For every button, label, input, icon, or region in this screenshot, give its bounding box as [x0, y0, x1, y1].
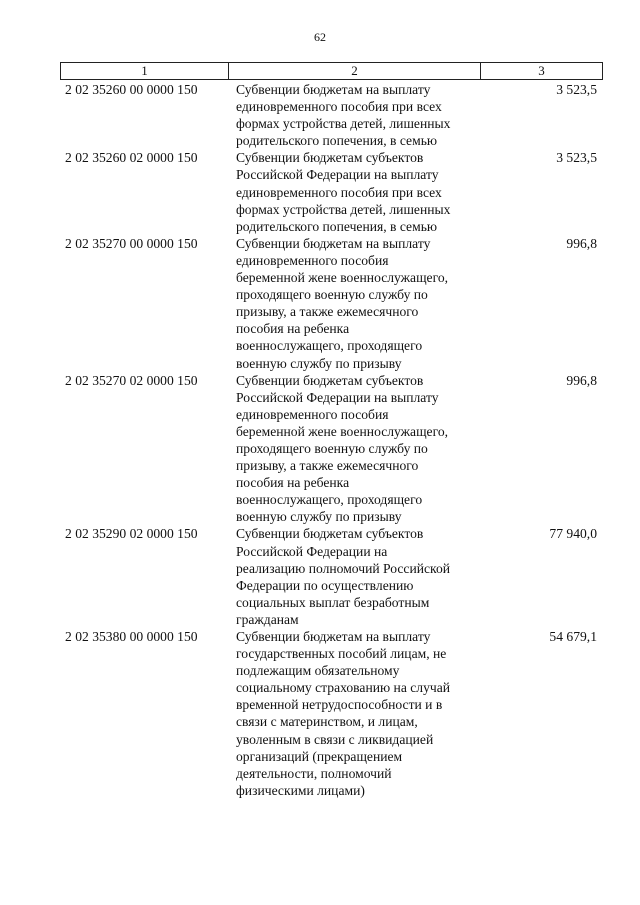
description-line: деятельности, полномочий — [236, 765, 392, 781]
table-row — [60, 628, 603, 799]
table-row — [60, 81, 603, 149]
description-line: проходящего военную службу по — [236, 287, 428, 303]
table-row — [60, 235, 603, 372]
description-line: Субвенции бюджетам субъектов — [236, 526, 424, 542]
description-line: Субвенции бюджетам субъектов — [236, 372, 424, 388]
table-header-row — [60, 62, 603, 80]
description-line: гражданам — [236, 611, 299, 627]
amount-cell: 3 523,5 — [556, 82, 597, 97]
description-line: беременной жене военнослужащего, — [236, 270, 449, 286]
description-line: проходящего военную службу по — [236, 440, 428, 456]
description-line: социальных выплат безработным — [236, 594, 430, 610]
description-line: родительского попечения, в семью — [236, 218, 438, 234]
header-col-1: 1 — [61, 63, 229, 79]
amount-cell: 77 940,0 — [549, 526, 597, 542]
description-line: единовременного пособия при всех — [236, 99, 442, 115]
description-cell — [236, 235, 486, 372]
budget-code-cell: 2 02 35290 02 0000 150 — [65, 526, 198, 542]
table-row — [60, 372, 603, 526]
description-line: реализацию полномочий Российской — [236, 560, 451, 576]
description-line: военнослужащего, проходящего — [236, 338, 423, 354]
description-line: формах устройства детей, лишенных — [236, 201, 451, 217]
description-line: пособия на ребенка — [236, 321, 350, 337]
amount-cell: 996,8 — [566, 235, 597, 251]
description-line: военную службу по призыву — [236, 355, 402, 371]
description-cell — [236, 525, 486, 628]
description-line: государственных пособий лицам, не — [236, 646, 447, 662]
budget-code-cell: 2 02 35270 00 0000 150 — [65, 235, 198, 251]
amount-cell: 996,8 — [566, 372, 597, 388]
description-line: Субвенции бюджетам на выплату — [236, 235, 431, 251]
description-line: единовременного пособия — [236, 252, 389, 268]
table-body — [60, 81, 603, 799]
description-cell — [236, 149, 486, 234]
description-line: пособия на ребенка — [236, 475, 350, 491]
description-line: Российской Федерации на выплату — [236, 389, 439, 405]
description-cell — [236, 628, 486, 799]
description-line: связи с материнством, и лицам, — [236, 714, 418, 730]
table-row — [60, 525, 603, 628]
description-line: временной нетрудоспособности и в — [236, 697, 443, 713]
description-cell — [236, 372, 486, 526]
amount-cell: 3 523,5 — [556, 150, 597, 166]
description-line: единовременного пособия — [236, 406, 389, 422]
description-line: уволенным в связи с ликвидацией — [236, 731, 434, 747]
amount-cell: 54 679,1 — [549, 629, 597, 644]
budget-code-cell: 2 02 35270 02 0000 150 — [65, 372, 198, 388]
description-line: формах устройства детей, лишенных — [236, 116, 451, 132]
description-line: призыву, а также ежемесячного — [236, 458, 419, 474]
description-line: Федерации по осуществлению — [236, 577, 414, 593]
description-cell — [236, 81, 486, 149]
description-line: военную службу по призыву — [236, 509, 402, 525]
header-col-2: 2 — [229, 63, 481, 79]
description-line: Субвенции бюджетам на выплату — [236, 82, 431, 97]
description-line: физическими лицами) — [236, 782, 365, 798]
description-line: подлежащим обязательному — [236, 663, 400, 679]
description-line: организаций (прекращением — [236, 748, 403, 764]
description-line: военнослужащего, проходящего — [236, 492, 423, 508]
budget-code-cell: 2 02 35260 00 0000 150 — [65, 82, 198, 97]
table-row — [60, 149, 603, 234]
description-line: Российской Федерации на выплату — [236, 167, 439, 183]
description-line: Субвенции бюджетам субъектов — [236, 150, 424, 166]
header-col-3: 3 — [538, 63, 545, 78]
description-line: единовременного пособия при всех — [236, 184, 442, 200]
description-line: Субвенции бюджетам на выплату — [236, 629, 431, 644]
budget-code-cell: 2 02 35380 00 0000 150 — [65, 629, 198, 644]
description-line: беременной жене военнослужащего, — [236, 423, 449, 439]
budget-code-cell: 2 02 35260 02 0000 150 — [65, 150, 198, 166]
description-line: социальному страхованию на случай — [236, 680, 451, 696]
page-number: 62 — [314, 30, 326, 44]
description-line: родительского попечения, в семью — [236, 133, 438, 149]
description-line: призыву, а также ежемесячного — [236, 304, 419, 320]
description-line: Российской Федерации на — [236, 543, 388, 559]
